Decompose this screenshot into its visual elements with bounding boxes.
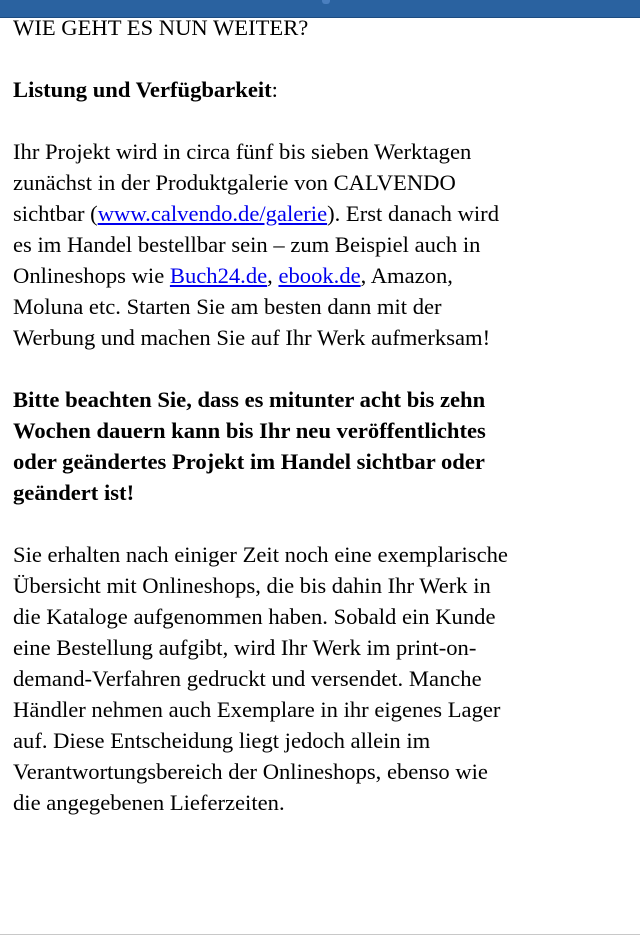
para1-sep: , xyxy=(267,263,279,288)
para1-text-b: ). Erst danach wird es im Handel bestellbar sein – zum Beispiel auch in Onlineshops wie xyxy=(13,201,499,288)
header-notch xyxy=(322,0,330,4)
bottom-divider xyxy=(0,934,640,935)
notice-paragraph: Bitte beachten Sie, dass es mitunter acht bis zehn Wochen dauern kann bis Ihr neu veröffentlichtes oder geändertes Projekt im Handel sichtbar oder geändert ist! xyxy=(13,387,486,505)
para1-text-a: Ihr Projekt wird in circa fünf bis sieben Werktagen zunächst in der Produktgalerie von CALVENDO sichtbar ( xyxy=(13,139,472,226)
listing-title: Listung und Verfügbarkeit xyxy=(13,77,272,102)
email-body xyxy=(13,12,513,849)
buch24-link[interactable]: Buch24.de xyxy=(169,263,268,288)
section-heading: WIE GEHT ES NUN WEITER? xyxy=(13,15,309,40)
ebook-link[interactable]: ebook.de xyxy=(278,263,361,288)
listing-title-suffix: : xyxy=(271,77,278,102)
availability-paragraph xyxy=(13,136,513,353)
listing-title-line xyxy=(13,74,513,105)
para1-text-c: , Amazon, Moluna etc. Starten Sie am besten dann mit der Werbung und machen Sie auf Ihr Werk aufmerksam! xyxy=(13,263,491,350)
overview-paragraph: Sie erhalten nach einiger Zeit noch eine exemplarische Übersicht mit Onlineshops, die bis dahin Ihr Werk in die Kataloge aufgenommen haben. Sobald ein Kunde eine Bestellung aufgibt, wird Ihr Werk im print-on-demand-Verfahren gedruckt und versendet. Manche Händler nehmen auch Exemplare in ihr eigenes Lager auf. Diese Entscheidung liegt jedoch allein im Verantwortungsbereich der Onlineshops, ebenso wie die angegebenen Lieferzeiten. xyxy=(13,542,508,815)
gallery-link[interactable]: www.calvendo.de/galerie xyxy=(97,201,328,226)
